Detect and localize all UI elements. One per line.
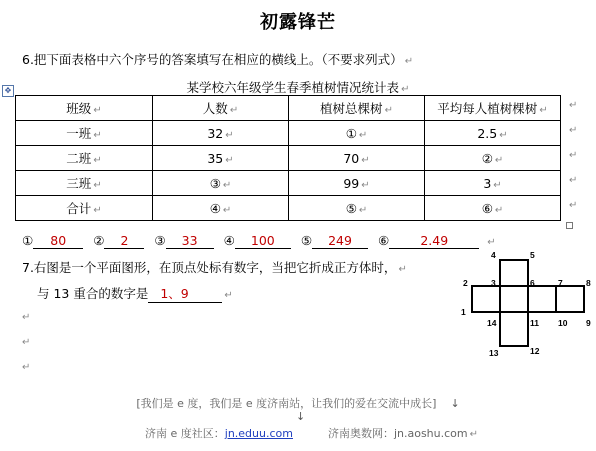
- community-link[interactable]: jn.eduu.com: [224, 427, 293, 440]
- answer-marker: ④: [223, 233, 235, 248]
- row-end-mark: ↵: [569, 200, 578, 211]
- row-end-mark: ↵: [569, 150, 578, 161]
- table-cell: 2.5 ↵: [425, 121, 561, 146]
- vertex-label: 2: [463, 278, 468, 288]
- answer-marker: ②: [93, 233, 105, 248]
- answer-line: ① 80 ② 2 ③ 33 ④ 100 ⑤ 249 ⑥ 2.49 ↵: [22, 233, 496, 248]
- net-square: [500, 260, 528, 286]
- net-square: [556, 286, 584, 312]
- table-cell: ⑥ ↵: [425, 196, 561, 221]
- vertex-label: 10: [558, 318, 568, 328]
- vertex-label: 3: [491, 278, 496, 288]
- question-6: 6.把下面表格中六个序号的答案填写在相应的横线上。（不要求列式） ↵: [22, 52, 414, 67]
- table-cell: ③ ↵: [153, 171, 289, 196]
- vertex-label: 14: [487, 318, 497, 328]
- footer-slogan: [我们是 e 度，我们是 e 度济南站，让我们的爱在交流中成长] ↓: [136, 397, 460, 410]
- answer-blank: 249: [312, 233, 368, 249]
- vertex-label: 11: [530, 318, 539, 328]
- paragraph-mark: ↵: [22, 337, 31, 348]
- table-header-row: [16, 96, 561, 121]
- cube-net-figure: [455, 248, 595, 360]
- table-cell: ④ ↵: [153, 196, 289, 221]
- table-cell: 99 ↵: [289, 171, 425, 196]
- net-square: [472, 286, 500, 312]
- vertex-label: 8: [586, 278, 591, 288]
- table-cell: 三班 ↵: [16, 171, 153, 196]
- net-square: [500, 286, 528, 312]
- table-caption-text: 某学校六年级学生春季植树情况统计表: [186, 80, 400, 95]
- vertex-label: 9: [586, 318, 591, 328]
- aoshu-link[interactable]: jn.aoshu.com: [393, 427, 468, 440]
- page-title: 初露锋芒: [260, 12, 336, 33]
- footer-arrow-icon: ↓: [296, 410, 306, 423]
- vertex-label: 6: [530, 278, 535, 288]
- vertex-label: 12: [530, 346, 540, 356]
- table-cell: ① ↵: [289, 121, 425, 146]
- table-row: [16, 121, 561, 146]
- answer-marker: ①: [22, 233, 34, 248]
- table-row: [16, 146, 561, 171]
- answer-blank: 33: [166, 233, 214, 249]
- footer-slogan-text: [我们是 e 度，我们是 e 度济南站，让我们的爱在交流中成长]: [136, 397, 437, 410]
- table-cell: 合计 ↵: [16, 196, 153, 221]
- question-7-answer-line: 与 13 重合的数字是 1、9 ↵: [37, 286, 233, 301]
- answer-marker: ③: [154, 233, 166, 248]
- footer-links: 济南 e 度社区：jn.eduu.com 济南奥数网：jn.aoshu.com ↵: [145, 427, 479, 440]
- header-cell: 班级 ↵: [16, 96, 153, 121]
- answer-blank: 2.49: [389, 233, 479, 249]
- question-7-text: 7.右图是一个平面图形，在顶点处标有数字，当把它折成正方体时，: [22, 260, 397, 275]
- question-7-answer: 1、9: [148, 284, 222, 303]
- aoshu-label: 济南奥数网：: [327, 427, 394, 440]
- answer-marker: ⑤: [300, 233, 313, 248]
- answer-blank: 2: [104, 233, 144, 249]
- vertex-label: 7: [558, 278, 563, 288]
- answer-blank: 80: [33, 233, 83, 249]
- net-square: [500, 312, 528, 346]
- question-6-text: 6.把下面表格中六个序号的答案填写在相应的横线上。（不要求列式）: [22, 52, 403, 67]
- header-cell: 平均每人植树棵树 ↵: [425, 96, 561, 121]
- row-end-mark: ↵: [569, 100, 578, 111]
- table-cell: 32 ↵: [153, 121, 289, 146]
- row-end-mark: ↵: [569, 125, 578, 136]
- net-square: [528, 286, 556, 312]
- table-row: [16, 171, 561, 196]
- table-move-handle-icon[interactable]: ✥: [2, 85, 14, 97]
- table-resize-handle[interactable]: [566, 222, 573, 229]
- table-cell: 一班 ↵: [16, 121, 153, 146]
- vertex-label: 13: [489, 348, 499, 358]
- table-row: [16, 196, 561, 221]
- row-end-mark: ↵: [569, 175, 578, 186]
- answer-marker: ⑥: [378, 233, 390, 248]
- community-label: 济南 e 度社区：: [145, 427, 225, 440]
- vertex-label: 4: [491, 250, 496, 260]
- answer-blank: 100: [235, 233, 291, 249]
- header-cell: 人数 ↵: [153, 96, 289, 121]
- table-cell: 35 ↵: [153, 146, 289, 171]
- question-7: 7.右图是一个平面图形，在顶点处标有数字，当把它折成正方体时， ↵: [22, 260, 407, 275]
- paragraph-mark: ↵: [22, 312, 31, 323]
- vertex-label: 1: [461, 307, 466, 317]
- question-7-prompt: 与 13 重合的数字是: [37, 286, 149, 301]
- vertex-label: 5: [530, 250, 535, 260]
- statistics-table: [15, 95, 561, 221]
- table-cell: 3 ↵: [425, 171, 561, 196]
- table-cell: 二班 ↵: [16, 146, 153, 171]
- paragraph-mark: ↵: [22, 362, 31, 373]
- table-cell: ⑤ ↵: [289, 196, 425, 221]
- table-cell: 70 ↵: [289, 146, 425, 171]
- table-caption: 某学校六年级学生春季植树情况统计表 ↵: [186, 80, 410, 95]
- header-cell: 植树总棵树 ↵: [289, 96, 425, 121]
- table-cell: ② ↵: [425, 146, 561, 171]
